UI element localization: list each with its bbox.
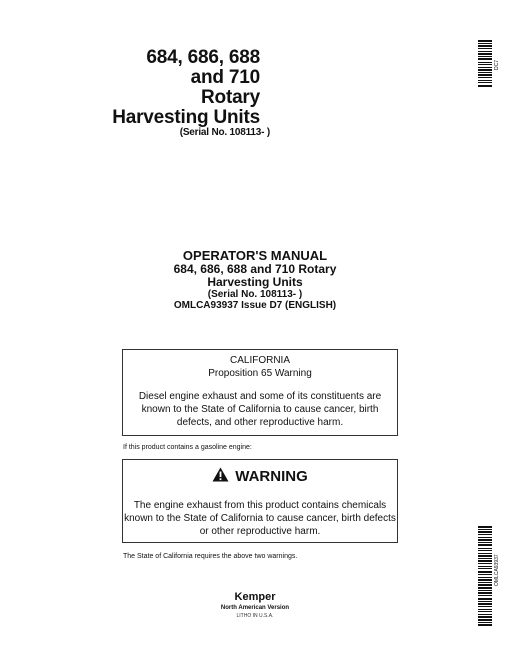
warning-body: The engine exhaust from this product contains chemicals known to the State of California to cause cancer, birth defects or other reproductive harm. — [124, 500, 396, 537]
manual-title-block — [0, 248, 510, 311]
california-warning-box — [122, 349, 398, 436]
california-heading: CALIFORNIA — [229, 355, 290, 366]
warning-triangle-icon — [212, 467, 229, 487]
cover-title-line1: 684, 686, 688 — [146, 47, 260, 68]
manual-title-line1: 684, 686, 688 and 710 Rotary — [173, 262, 337, 276]
manual-serial: (Serial No. 108113- ) — [207, 289, 303, 300]
manual-heading: OPERATOR'S MANUAL — [182, 248, 328, 263]
warning-heading: WARNING — [235, 468, 308, 485]
state-note: The State of California requires the above two warnings. — [123, 553, 298, 560]
top-barcode — [478, 40, 492, 88]
proposition-heading: Proposition 65 Warning — [208, 368, 312, 379]
cover-title-line3: Rotary — [201, 87, 260, 108]
top-barcode-label: DC7 — [494, 59, 500, 70]
footer — [0, 591, 510, 620]
barcode-bar — [478, 626, 492, 627]
cover-title — [112, 47, 270, 138]
barcode-bar — [478, 87, 492, 88]
litho-label: LITHO IN U.S.A. — [236, 613, 274, 619]
warning-box — [122, 459, 398, 543]
warning-header — [123, 467, 397, 487]
bottom-barcode-label: OMLCA93937 — [494, 554, 500, 586]
manual-title-line2: Harvesting Units — [207, 275, 303, 289]
gasoline-note: If this product contains a gasoline engine: — [123, 444, 252, 451]
cover-serial: (Serial No. 108113- ) — [179, 127, 270, 138]
cover-title-line2: and 710 — [190, 67, 260, 88]
manual-issue: OMLCA93937 Issue D7 (ENGLISH) — [173, 300, 337, 311]
brand-name: Kemper — [234, 591, 276, 603]
cover-title-line4: Harvesting Units — [112, 107, 260, 128]
california-body: Diesel engine exhaust and some of its constituents are known to the State of California to cause cancer, birth defects, and other reproductive harm. — [138, 391, 382, 428]
bottom-barcode — [478, 526, 492, 627]
version-label: North American Version — [220, 605, 290, 611]
